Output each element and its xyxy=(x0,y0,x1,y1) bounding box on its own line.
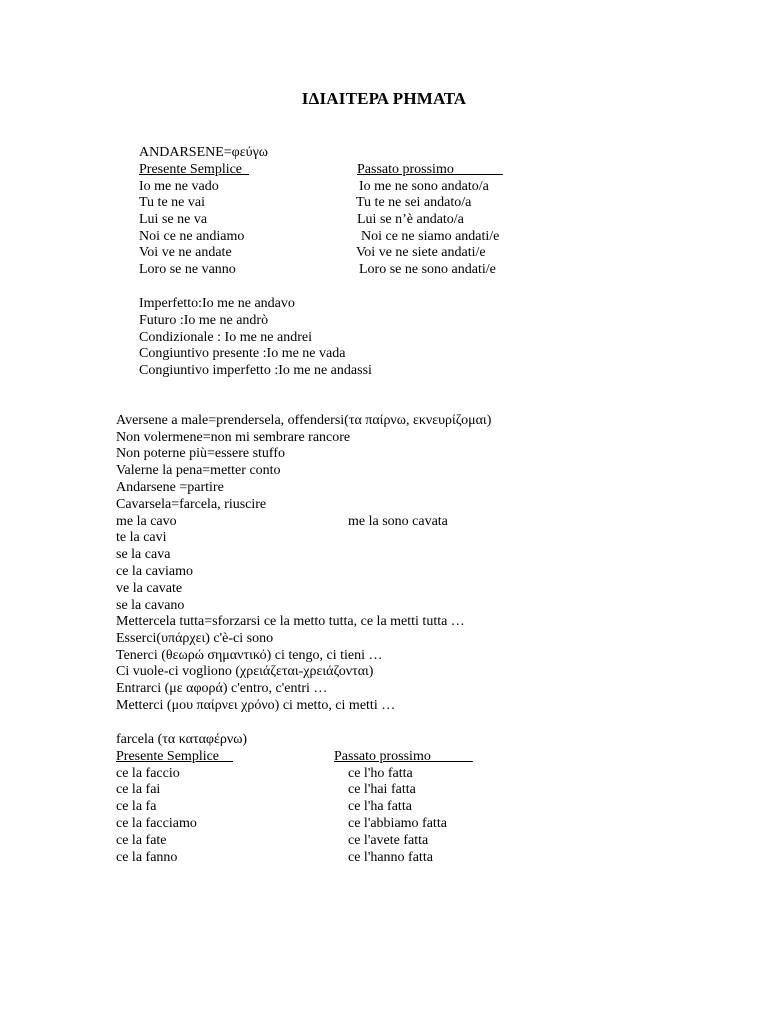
farcela-passato-header: Passato prossimo xyxy=(334,749,473,764)
page-title: ΙΔΙΑΙΤΕΡΑ ΡΗΜΑΤΑ xyxy=(301,89,467,108)
andarsene-presente-line: Loro se ne vanno xyxy=(139,262,236,277)
farcela-presente-line: ce la fa xyxy=(116,799,157,814)
andarsene-passato-header: Passato prossimo xyxy=(357,162,503,177)
andarsene-passato-line: Noi ce ne siamo andati/e xyxy=(361,229,500,244)
cavarsela-presente-line: me la cavo xyxy=(116,514,177,529)
farcela-presente-line: ce la fai xyxy=(116,782,161,797)
expression-line: Ci vuole-ci vogliono (χρειάζεται-χρειάζονται) xyxy=(116,664,374,679)
tense-line: Futuro :Io me ne andrò xyxy=(139,313,269,328)
farcela-passato-line: ce l'abbiamo fatta xyxy=(348,816,447,831)
andarsene-heading: ANDARSENE=φεύγω xyxy=(139,145,268,160)
andarsene-presente-line: Tu te ne vai xyxy=(139,195,205,210)
andarsene-passato-line: Loro se ne sono andati/e xyxy=(359,262,496,277)
farcela-passato-line: ce l'avete fatta xyxy=(348,833,429,848)
expression-line: se la cava xyxy=(116,547,171,562)
farcela-presente-header: Presente Semplice xyxy=(116,749,234,764)
cavarsela-passato-line: me la sono cavata xyxy=(348,514,448,529)
expression-line: Tenerci (θεωρώ σημαντικό) ci tengo, ci tieni … xyxy=(116,648,383,663)
farcela-presente-line: ce la facciamo xyxy=(116,816,197,831)
andarsene-presente-header: Presente Semplice xyxy=(139,162,250,177)
farcela-presente-line: ce la faccio xyxy=(116,766,180,781)
andarsene-presente-line: Voi ve ne andate xyxy=(139,245,232,260)
expression-line: Esserci(υπάρχει) c'è-ci sono xyxy=(116,631,274,646)
farcela-passato-line: ce l'hai fatta xyxy=(348,782,416,797)
andarsene-passato-line: Lui se n’è andato/a xyxy=(357,212,464,227)
expression-line: Andarsene =partire xyxy=(116,480,224,495)
andarsene-passato-line: Tu te ne sei andato/a xyxy=(356,195,472,210)
tense-line: Condizionale : Io me ne andrei xyxy=(139,330,312,345)
expression-line: te la cavi xyxy=(116,530,167,545)
expression-line: Valerne la pena=metter conto xyxy=(116,463,281,478)
farcela-presente-line: ce la fanno xyxy=(116,850,178,865)
expression-line: se la cavano xyxy=(116,598,185,613)
expression-line: Mettercela tutta=sforzarsi ce la metto tutta, ce la metti tutta … xyxy=(116,614,465,629)
expression-line: Metterci (μου παίρνει χρόνο) ci metto, ci metti … xyxy=(116,698,396,713)
expression-line: ce la caviamo xyxy=(116,564,193,579)
farcela-passato-line: ce l'ha fatta xyxy=(348,799,412,814)
expression-line: Non poterne più=essere stuffo xyxy=(116,446,285,461)
expression-line: Cavarsela=farcela, riuscire xyxy=(116,497,267,512)
tense-line: Congiuntivo presente :Io me ne vada xyxy=(139,346,346,361)
farcela-heading: farcela (τα καταφέρνω) xyxy=(116,732,248,747)
tense-line: Imperfetto:Io me ne andavo xyxy=(139,296,295,311)
andarsene-passato-line: Io me ne sono andato/a xyxy=(359,179,489,194)
farcela-passato-line: ce l'ho fatta xyxy=(348,766,413,781)
expression-line: ve la cavate xyxy=(116,581,183,596)
farcela-passato-line: ce l'hanno fatta xyxy=(348,850,433,865)
andarsene-presente-line: Io me ne vado xyxy=(139,179,219,194)
tense-line: Congiuntivo imperfetto :Io me ne andassi xyxy=(139,363,372,378)
expression-line: Entrarci (με αφορά) c'entro, c'entri … xyxy=(116,681,328,696)
andarsene-presente-line: Noi ce ne andiamo xyxy=(139,229,245,244)
andarsene-presente-line: Lui se ne va xyxy=(139,212,208,227)
expression-line: Aversene a male=prendersela, offendersi(τα παίρνω, εκνευρίζομαι) xyxy=(116,413,492,428)
andarsene-passato-line: Voi ve ne siete andati/e xyxy=(356,245,486,260)
expression-line: Non volermene=non mi sembrare rancore xyxy=(116,430,351,445)
farcela-presente-line: ce la fate xyxy=(116,833,167,848)
